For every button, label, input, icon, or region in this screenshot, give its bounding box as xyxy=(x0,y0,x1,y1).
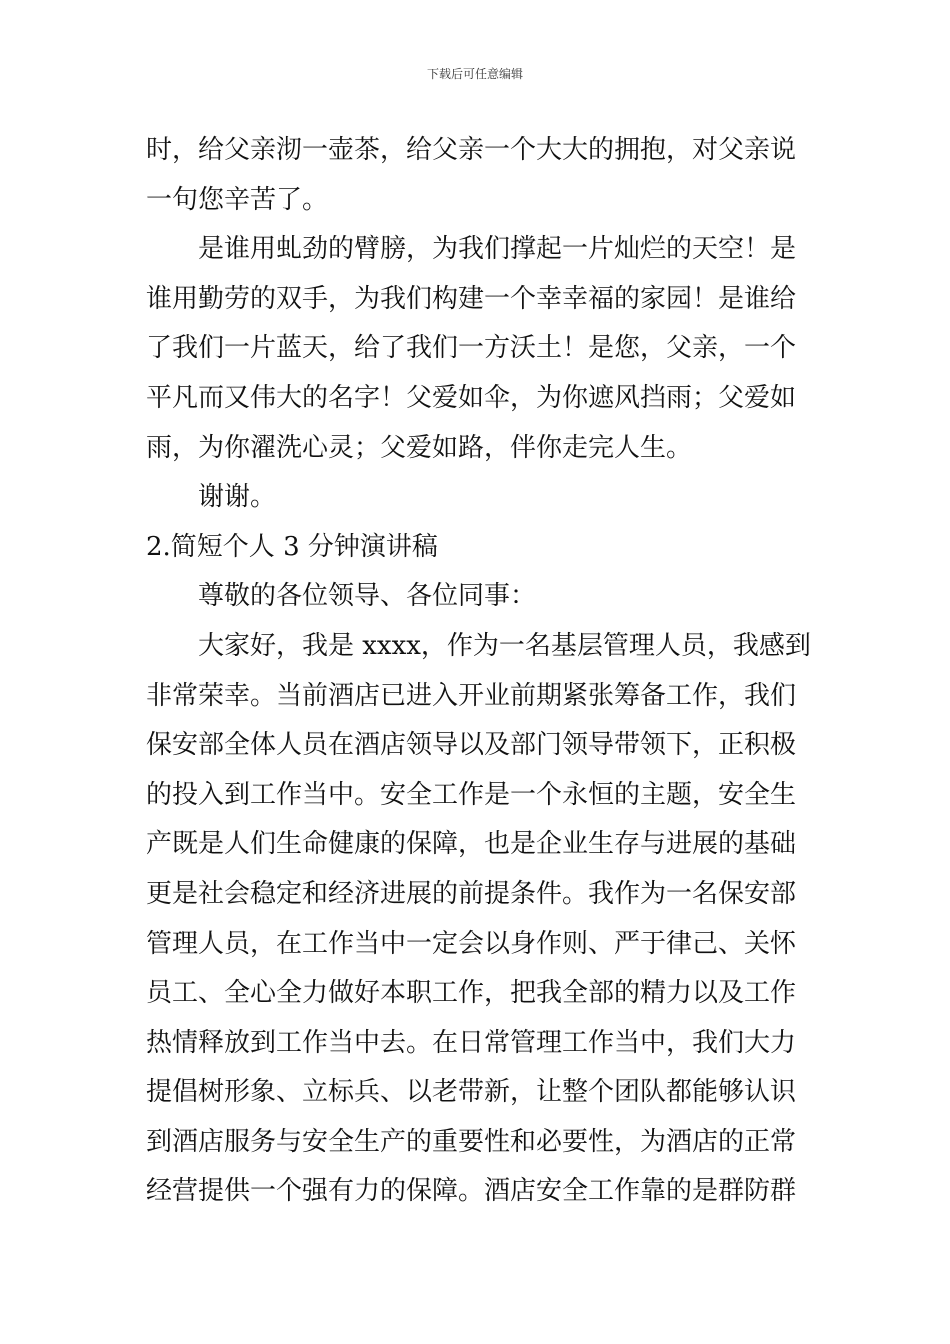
text-line: 是谁用虬劲的臂膀，为我们撑起一片灿烂的天空！是 xyxy=(198,234,797,265)
text-line: 提倡树形象、立标兵、以老带新，让整个团队都能够认识 xyxy=(146,1077,797,1108)
text-line: 雨，为你濯洗心灵；父爱如路，伴你走完人生。 xyxy=(146,432,693,463)
text-line: 热情释放到工作当中去。在日常管理工作当中，我们大力 xyxy=(146,1027,797,1058)
text-line: 平凡而又伟大的名字！父爱如伞，为你遮风挡雨；父爱如 xyxy=(146,382,797,413)
text-line: 谁用勤劳的双手，为我们构建一个幸幸福的家园！是谁给 xyxy=(146,283,797,314)
page-header: 下载后可任意编辑 xyxy=(426,67,523,81)
text-line: 大家好，我是 xxxx，作为一名基层管理人员，我感到 xyxy=(198,630,811,661)
text-line: 一句您辛苦了。 xyxy=(146,184,329,215)
text-line: 到酒店服务与安全生产的重要性和必要性，为酒店的正常 xyxy=(146,1126,797,1157)
document-body xyxy=(146,126,811,1217)
text-line: 管理人员，在工作当中一定会以身作则、严于律己、关怀 xyxy=(146,928,797,959)
salutation: 尊敬的各位领导、各位同事： xyxy=(198,581,537,612)
text-line: 非常荣幸。当前酒店已进入开业前期紧张筹备工作，我们 xyxy=(146,680,797,711)
text-line: 谢谢。 xyxy=(198,482,277,513)
text-line: 的投入到工作当中。安全工作是一个永恒的主题，安全生 xyxy=(146,779,797,810)
text-line: 保安部全体人员在酒店领导以及部门领导带领下，正积极 xyxy=(146,730,797,761)
section-heading: 2.简短个人 3 分钟演讲稿 xyxy=(146,531,438,562)
text-line: 了我们一片蓝天，给了我们一方沃土！是您，父亲，一个 xyxy=(146,333,797,364)
text-line: 产既是人们生命健康的保障，也是企业生存与进展的基础 xyxy=(146,829,797,860)
text-line: 经营提供一个强有力的保障。酒店安全工作靠的是群防群 xyxy=(146,1176,797,1207)
text-line: 更是社会稳定和经济进展的前提条件。我作为一名保安部 xyxy=(146,878,797,909)
text-line: 员工、全心全力做好本职工作，把我全部的精力以及工作 xyxy=(146,978,797,1009)
text-line: 时，给父亲沏一壶茶，给父亲一个大大的拥抱，对父亲说 xyxy=(146,135,797,165)
